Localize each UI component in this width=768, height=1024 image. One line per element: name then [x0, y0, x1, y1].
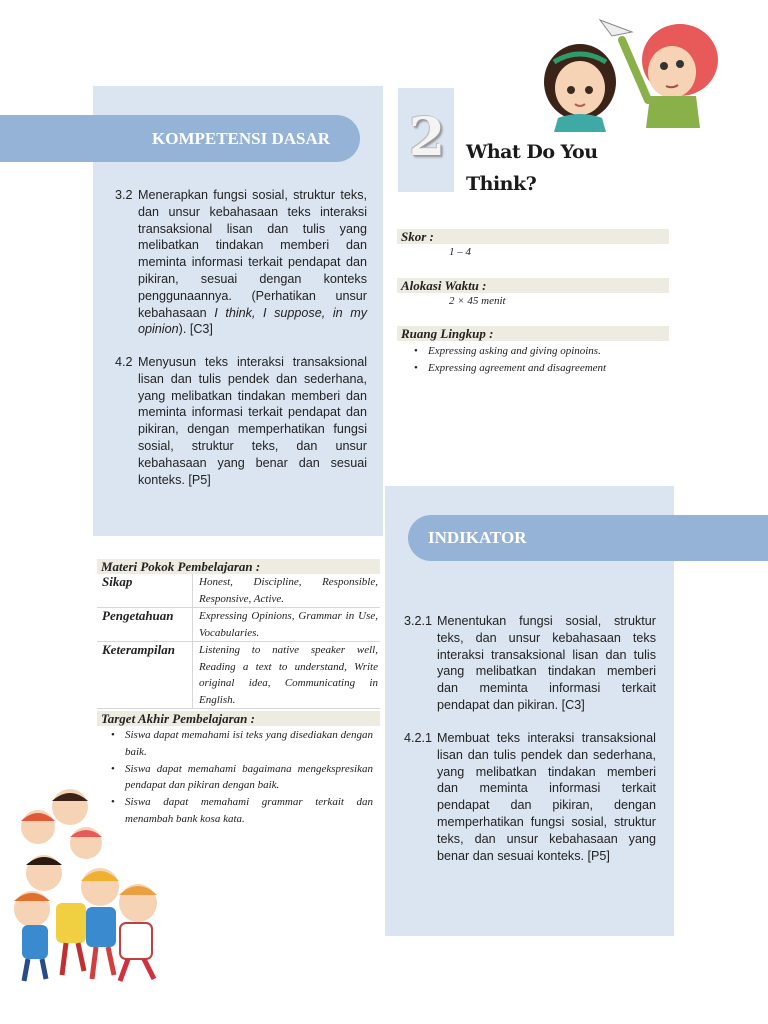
list-item: • Siswa dapat memahami grammar terkait dan menambah bank kosa kata. — [103, 794, 373, 828]
skor-header: Skor : — [397, 229, 669, 244]
materi-value: Listening to native speaker well, Reading a text to understand, Write original idea, Communicating in English. — [193, 642, 381, 709]
ruang-header: Ruang Lingkup : — [397, 326, 669, 341]
materi-value: Expressing Opinions, Grammar in Use, Vocabularies. — [193, 608, 381, 642]
item-number: 3.2 — [115, 188, 133, 202]
materi-key: Sikap — [97, 574, 193, 608]
table-row — [97, 608, 380, 642]
kompetensi-title: KOMPETENSI DASAR — [152, 128, 331, 148]
ruang-list — [406, 343, 668, 377]
table-row — [97, 574, 380, 608]
alokasi-value: 2 × 45 menit — [449, 295, 506, 307]
materi-value: Honest, Discipline, Responsible, Responsive, Active. — [193, 574, 381, 608]
list-item: • Expressing agreement and disagreement — [406, 360, 668, 377]
indikator-item-3-2-1: 3.2.1 Menentukan fungsi sosial, struktur teks, dan unsur kebahasaan teks interaksi transaksional lisan dan tulis yang melibatkan tindakan memberi dan meminta informasi terkait pendapat dan pikiran. [C3] — [404, 614, 656, 712]
chapter-number: 2 — [408, 107, 446, 168]
skor-value: 1 – 4 — [449, 246, 471, 258]
materi-key: Keterampilan — [97, 642, 193, 709]
materi-table — [97, 574, 380, 709]
materi-key: Pengetahuan — [97, 608, 193, 642]
kids-illustration-bottom — [8, 785, 168, 985]
kompetensi-banner — [0, 115, 360, 162]
kompetensi-item-4-2: 4.2 Menyusun teks interaksi transaksional lisan dan tulis pendek dan sederhana, yang melibatkan tindakan memberi dan meminta informasi terkait pendapat dan pikiran, dengan memperhatikan fungsi sosial, struktur teks, dan unsur kebahasaan yang benar dan sesuai konteks. [P5] — [115, 355, 367, 487]
list-item: • Siswa dapat memahami bagaimana mengekspresikan pendapat dan pikiran dengan baik. — [103, 761, 373, 795]
kompetensi-item-3-2: 3.2 Menerapkan fungsi sosial, struktur teks, dan unsur kebahasaan teks interaksi transaksional lisan dan tulis yang melibatkan tindakan memberi dan meminta informasi terkait pendapat dan pikiran, sesuai dengan konteks penggunaannya. (Perhatikan unsur kebahasaan I think, I suppose, in my opinion). [C3] — [115, 188, 367, 337]
indikator-title: INDIKATOR — [428, 528, 527, 547]
kids-illustration-top — [520, 0, 730, 150]
alokasi-header: Alokasi Waktu : — [397, 278, 669, 293]
chapter-title: What Do You Think? — [466, 141, 598, 195]
materi-header: Materi Pokok Pembelajaran : — [97, 559, 380, 574]
item-number: 4.2.1 — [404, 731, 433, 745]
list-item: • Siswa dapat memahami isi teks yang disediakan dengan baik. — [103, 727, 373, 761]
list-item: • Expressing asking and giving opinoins. — [406, 343, 668, 360]
item-number: 4.2 — [115, 355, 133, 369]
target-header: Target Akhir Pembelajaran : — [97, 711, 380, 726]
indikator-banner — [408, 515, 768, 561]
item-number: 3.2.1 — [404, 614, 433, 628]
indikator-item-4-2-1: 4.2.1 Membuat teks interaksi transaksional lisan dan tulis pendek dan sederhana, yang melibatkan tindakan memberi dan meminta informasi terkait pendapat dan pikiran, dengan memperhatikan fungsi sosial, struktur teks, dan unsur kebahasaan yang benar dan sesuai konteks. [P5] — [404, 731, 656, 863]
table-row — [97, 642, 380, 709]
